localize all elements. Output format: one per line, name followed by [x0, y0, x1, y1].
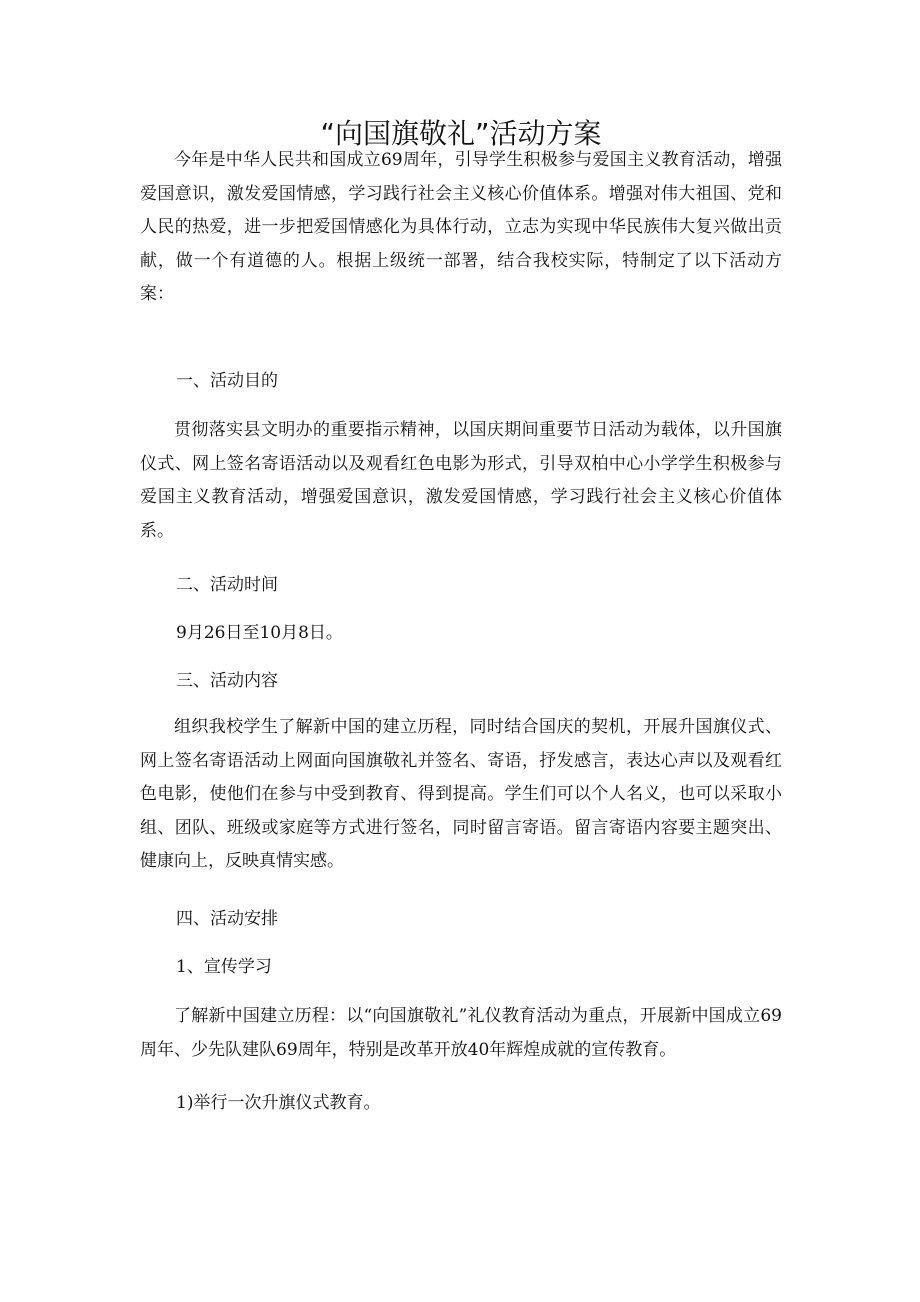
section3-paragraph: 组织我校学生了解新中国的建立历程，同时结合国庆的契机，开展升国旗仪式、网上签名寄语活动上网面向国旗敬礼并签名、寄语，抒发感言，表达心声以及观看红色电影，使他们在参与中受到教育、得到提高。学生们可以个人名义，也可以采取小组、团队、班级或家庭等方式进行签名，同时留言寄语。留言寄语内容要主题突出、健康向上，反映真情实感。: [140, 717, 782, 872]
section4-heading: 四、活动安排: [176, 909, 278, 929]
section2-paragraph: 9月26日至10月8日。: [176, 623, 343, 643]
subsection1-paragraph: 了解新中国建立历程：以“向国旗敬礼”礼仪教育活动为重点，开展新中国成立69周年、少先队建队69周年，特别是改革开放40年辉煌成就的宣传教育。: [140, 1006, 782, 1060]
section2-heading: 二、活动时间: [176, 575, 278, 595]
intro-paragraph: 今年是中华人民共和国成立69周年，引导学生积极参与爱国主义教育活动，增强爱国意识，激发爱国情感，学习践行社会主义核心价值体系。增强对伟大祖国、党和人民的热爱，进一步把爱国情感化为具体行动，立志为实现中华民族伟大复兴做出贡献，做一个有道德的人。根据上级统一部署，结合我校实际，特制定了以下活动方案：: [140, 150, 782, 305]
document-title: “向国旗敬礼”活动方案: [320, 117, 602, 150]
list-item-1: 1)举行一次升旗仪式教育。: [176, 1093, 381, 1113]
subsection1-heading: 1、宣传学习: [176, 957, 272, 977]
document-page: [140, 0, 782, 1302]
section1-paragraph: 贯彻落实县文明办的重要指示精神，以国庆期间重要节日活动为载体，以升国旗仪式、网上签名寄语活动以及观看红色电影为形式，引导双柏中心小学学生积极参与爱国主义教育活动，增强爱国意识，激发爱国情感，学习践行社会主义核心价值体系。: [140, 420, 782, 541]
section3-heading: 三、活动内容: [176, 671, 278, 691]
section1-heading: 一、活动目的: [176, 371, 278, 391]
